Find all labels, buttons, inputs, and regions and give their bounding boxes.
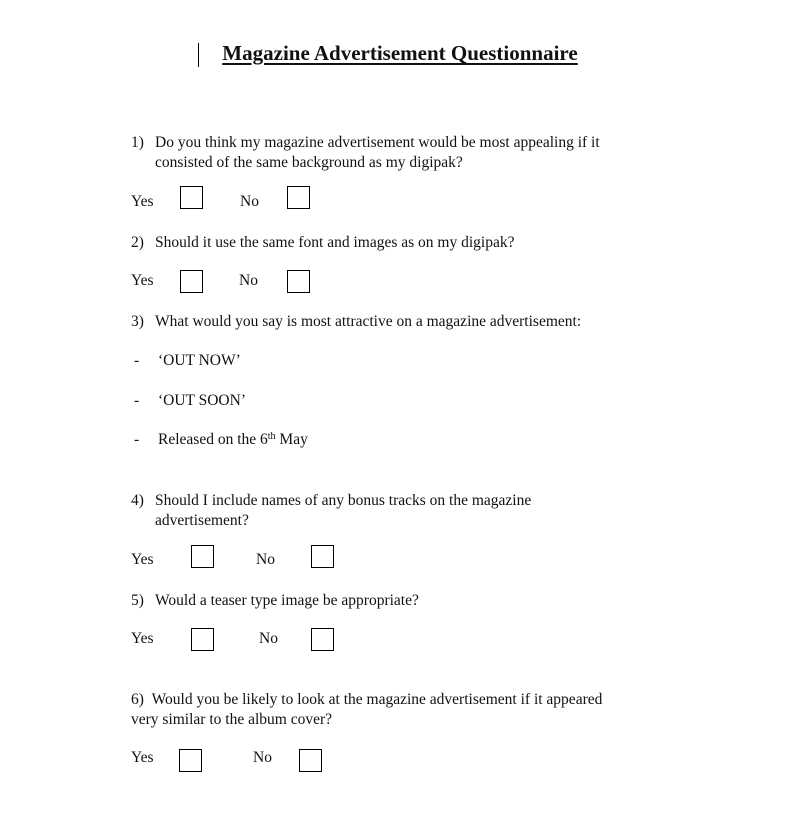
q1-yes-checkbox[interactable] — [180, 186, 203, 209]
q4-no-checkbox[interactable] — [311, 545, 334, 568]
yes-label: Yes — [131, 551, 154, 568]
question-2 — [131, 233, 514, 253]
no-label: No — [256, 551, 275, 568]
question-number: 4) — [131, 492, 144, 509]
q6-yes-checkbox[interactable] — [179, 749, 202, 772]
no-label: No — [259, 630, 278, 647]
yes-label: Yes — [131, 272, 154, 289]
option-text-month: May — [275, 431, 308, 448]
ordinal-suffix: th — [267, 431, 276, 442]
option-text: Released on the 6 — [158, 431, 268, 448]
page-title: Magazine Advertisement Questionnaire — [222, 41, 578, 65]
question-3 — [131, 312, 581, 332]
question-text: What would you say is most attractive on a magazine advertisement: — [155, 313, 582, 330]
option-bullet: - — [134, 431, 140, 448]
question-text-continued: very similar to the album cover? — [131, 711, 333, 728]
question-text: Should it use the same font and images as on my digipak? — [155, 234, 515, 251]
yes-label: Yes — [131, 193, 154, 210]
question-text: Should I include names of any bonus tracks on the magazine — [155, 492, 532, 509]
question-number: 6) — [131, 691, 144, 708]
no-label: No — [239, 272, 258, 289]
yes-label: Yes — [131, 630, 154, 647]
question-5 — [131, 591, 419, 611]
option-release-date[interactable] — [134, 431, 308, 449]
q4-yes-checkbox[interactable] — [191, 545, 214, 568]
q6-no-checkbox[interactable] — [299, 749, 322, 772]
question-number: 1) — [131, 134, 144, 151]
q5-no-checkbox[interactable] — [311, 628, 334, 651]
option-text: ‘OUT SOON’ — [158, 392, 246, 409]
question-text: Would a teaser type image be appropriate? — [155, 592, 419, 609]
question-number: 2) — [131, 234, 144, 251]
no-label: No — [240, 193, 259, 210]
question-text-continued: consisted of the same background as my digipak? — [155, 154, 463, 171]
option-bullet: - — [134, 352, 140, 369]
q2-no-checkbox[interactable] — [287, 270, 310, 293]
option-out-soon[interactable] — [134, 392, 246, 410]
option-bullet: - — [134, 392, 140, 409]
question-6 — [131, 690, 602, 730]
option-text: ‘OUT NOW’ — [158, 352, 241, 369]
yes-label: Yes — [131, 749, 154, 766]
question-text: Would you be likely to look at the magazine advertisement if it appeared — [151, 691, 603, 708]
question-number: 3) — [131, 313, 144, 330]
question-text-continued: advertisement? — [155, 512, 249, 529]
question-1 — [131, 133, 600, 173]
no-label: No — [253, 749, 272, 766]
option-out-now[interactable] — [134, 352, 241, 370]
question-text: Do you think my magazine advertisement would be most appealing if it — [155, 134, 600, 151]
question-number: 5) — [131, 592, 144, 609]
q2-yes-checkbox[interactable] — [180, 270, 203, 293]
question-4 — [131, 491, 531, 531]
q1-no-checkbox[interactable] — [287, 186, 310, 209]
q5-yes-checkbox[interactable] — [191, 628, 214, 651]
